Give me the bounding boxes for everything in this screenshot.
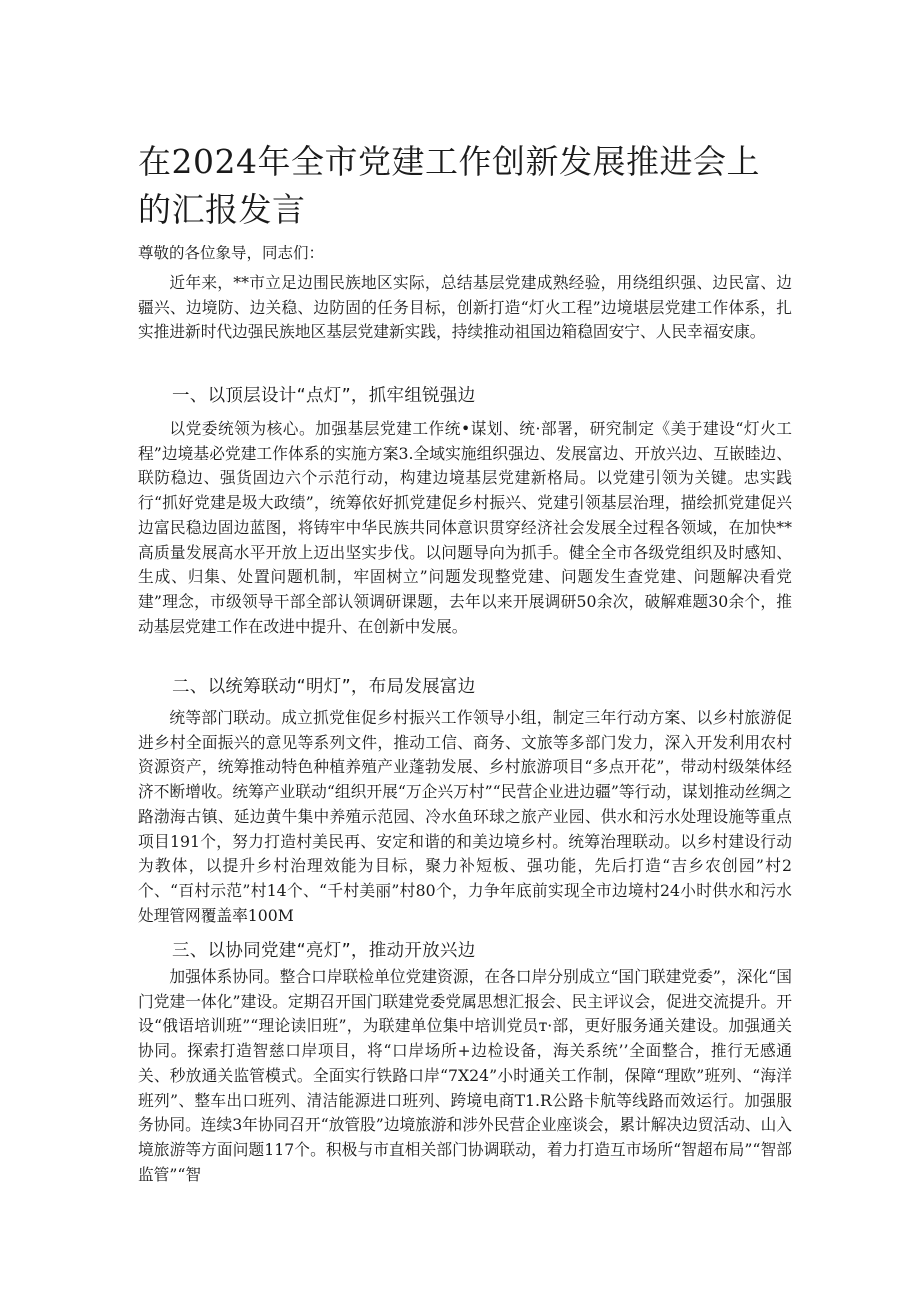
intro-paragraph: 近年来，**市立足边围民族地区实际，总结基层党建成熟经验，用绕组织强、边民富、边疆兴、边境防、边关稳、边防固的任务目标，创新打造“灯火工程”边境堪层党建工作体系，扎实推进新时代边强民族地区基层党建新实践，持续推动祖国边箱稳固安宁、人民幸福安康。 [138,273,792,342]
section-body-1: 以党委统领为核心。加强基层党建工作统•谋划、统·部署，研究制定《美于建设“灯火工程”边境基必党建工作体系的实施方案3.全域实施组织强边、发展富边、开放兴边、互嵌睦边、联防稳边、强货固边六个示范行动，构建边境基层党建新格局。以党建引领为关键。忠实践行“抓好党建是圾大政绩”，统筹依好抓党建促乡村振兴、党建引领基层治理，描绘抓党建促兴边富民稳边固边蓝图，将铸牢中华民族共同体意识贯穿经济社会发展全过程各领域，在加快**高质量发展高水平开放上迈出坚实步伐。以问题导向为抓手。健全全市各级党组织及时感知、生成、归集、处置问题机制，牢固树立”问题发现整党建、问题发生查党建、问题解决看党建”理念，市级领导干部全部认领调研课题，去年以来开展调研50余次，破解难题30余个，推动基层党建工作在改进中提升、在创新中发展。 [138,419,792,636]
section-heading-2: 二、以统筹联动“明灯”，布局发展富边 [172,677,476,697]
section-body-2: 统等部门联动。成立抓党隹促乡村振兴工作领导小组，制定三年行动方案、以乡村旅游促进乡村全面振兴的意见等系列文件，推动工信、商务、文旅等多部门发力，深入开发利用农村资源资产，统筹推动特色种植养殖产业蓬勃发展、乡村旅游项目“多点开花”，带动村级桀体经济不断增收。统筹产业联动“组织开展“万企兴万村”“民营企业进边疆”等行动，谋划推动丝绸之路渤海古镇、延边黄牛集中养殖示范园、冷水鱼环球之旅产业园、供水和污水处理设施等重点项目191个，努力打造村美民再、安定和谐的和美边境乡村。统筹治理联动。以乡村建设行动为教体，以提升乡村治理效能为目标，聚力补短板、强功能，先后打造“吉乡农创园”村2个、“百村示范”村14个、“千村美丽”村80个，力争年底前实现全市边境村24小时供水和污水处理管网覆盖率100M [138,708,792,925]
salutation: 尊敬的各位象导，同志们： [138,244,325,262]
section-body-3: 加强体系协同。整合口岸联检单位党建资源，在各口岸分别成立“国门联建党委”，深化“国门党建一体化”建设。定期召开国门联建党委党属思想汇报会、民主评议会，促进交流提升。开设“俄语培训班”“理论读旧班”，为联建单位集中培训党员т·部，更好服务通关建设。加强通关协同。探索打造智慈口岸项目，将“口岸场所+边检设备，海关系统’’全面整合，推行无感通关、秒放通关监管模式。全面实行铁路口岸“7X24”小时通关工作制，保障“理欧”班列、“海洋班列”、整车出口班列、清洁能源进口班列、跨境电商T1.R公路卡航等线路而效运行。加强服务协同。连续3年协同召开“放管股”边境旅游和涉外民营企业座谈会，累计解决边贸活动、山入境旅游等方面问题117个。积极与市直相关部门协调联动，着力打造互市场所“智超布局”“智部监管”“智 [138,967,792,1184]
document-title: 在2024年全市党建工作创新发展推进会上的汇报发言 [138,142,760,229]
section-heading-3: 三、以协同党建“亮灯”，推动开放兴边 [172,941,476,961]
section-heading-1: 一、以顶层设计“点灯”，抓牢组锐强边 [172,386,476,406]
